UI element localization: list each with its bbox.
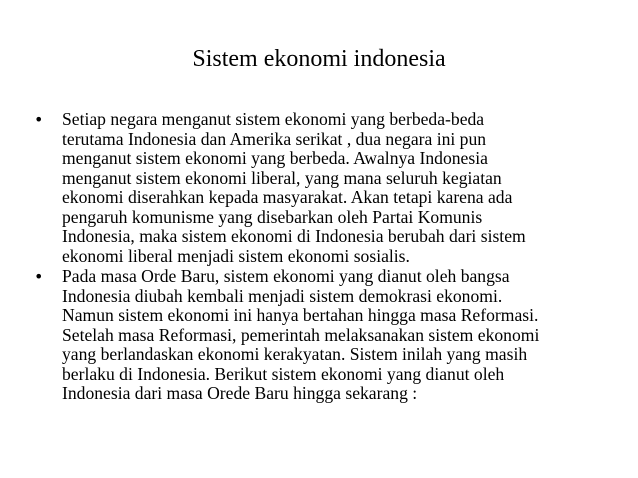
bullet-line: Pada masa Orde Baru, sistem ekonomi yang dianut oleh bangsa	[62, 266, 510, 286]
bullet-line: yang berlandaskan ekonomi kerakyatan. Sistem inilah yang masih	[62, 344, 528, 364]
bullet-line: Indonesia diubah kembali menjadi sistem demokrasi ekonomi.	[62, 285, 503, 306]
bullet-line: Setiap negara menganut sistem ekonomi yang berbeda-beda	[62, 109, 485, 129]
bullet-icon: •	[34, 110, 44, 129]
bullet-line: Namun sistem ekonomi ini hanya bertahan hingga masa Reformasi.	[62, 305, 539, 325]
bullet-line: ekonomi liberal menjadi sistem ekonomi sosialis.	[62, 245, 410, 266]
bullet-list	[30, 110, 605, 405]
bullet-icon: •	[34, 267, 44, 286]
bullet-item	[30, 267, 605, 404]
bullet-line: terutama Indonesia dan Amerika serikat , dua negara ini pun	[62, 128, 487, 149]
bullet-line: menganut sistem ekonomi yang berbeda. Awalnya Indonesia	[62, 148, 488, 168]
bullet-item	[30, 110, 605, 266]
bullet-line: pengaruh komunisme yang disebarkan oleh Partai Komunis	[62, 206, 483, 227]
bullet-line: ekonomi diserahkan kepada masyarakat. Akan tetapi karena ada	[62, 187, 513, 207]
slide-title: Sistem ekonomi indonesia	[192, 46, 446, 72]
bullet-line: Indonesia dari masa Orede Baru hingga sekarang :	[62, 383, 418, 403]
bullet-line: Setelah masa Reformasi, pemerintah melaksanakan sistem ekonomi	[62, 324, 540, 345]
bullet-line: berlaku di Indonesia. Berikut sistem ekonomi yang dianut oleh	[62, 363, 505, 384]
bullet-line: menganut sistem ekonomi liberal, yang mana seluruh kegiatan	[62, 167, 502, 188]
bullet-line: Indonesia, maka sistem ekonomi di Indonesia berubah dari sistem	[62, 226, 526, 246]
